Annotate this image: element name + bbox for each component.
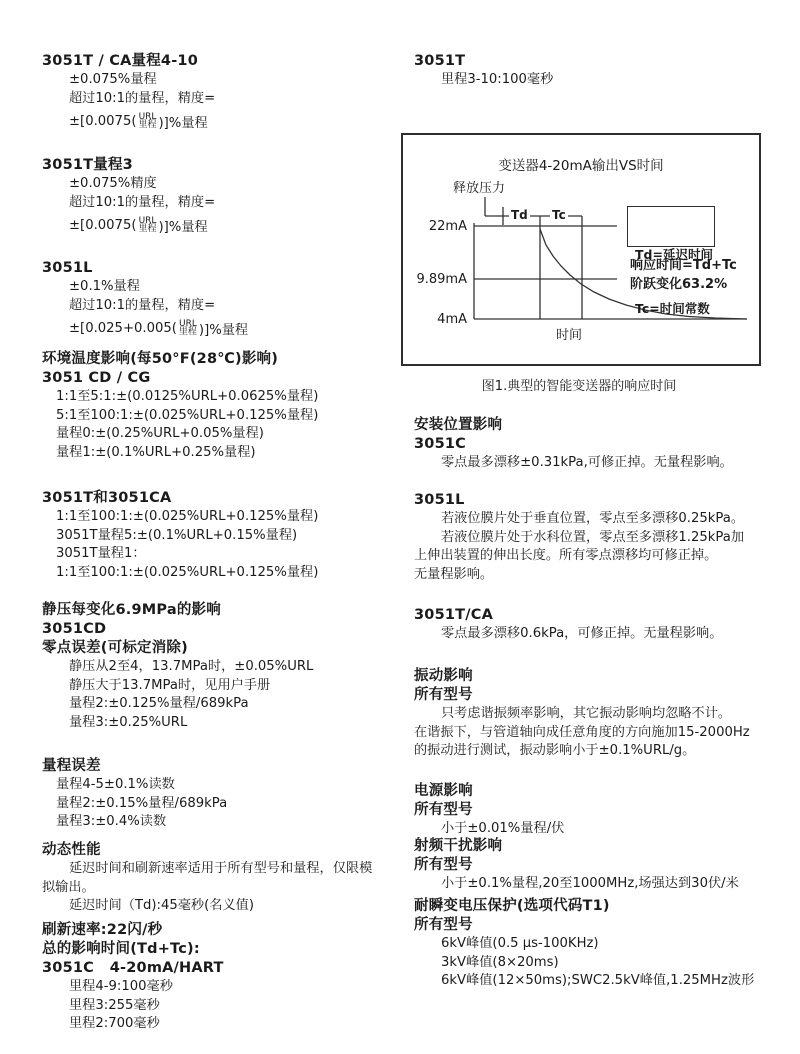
spec-line: 的振动进行测试，振动影响小于±0.1%URL/g。: [414, 743, 696, 758]
spec-line: 静压大于13.7MPa时，见用户手册: [69, 677, 271, 693]
spec-line: 零点最多漂移0.6kPa，可修正掉。无量程影响。: [441, 626, 723, 641]
fraction-numerator: URL: [178, 318, 197, 329]
spec-line: 1:1至5:1:±(0.0125%URL+0.0625%量程): [56, 389, 319, 404]
legend-line-tc: Tc=时间常数: [635, 301, 710, 316]
section-heading: 零点误差(可标定消除): [42, 640, 188, 656]
section-mounting-3051t-ca: [414, 606, 790, 644]
section-heading: 静压每变化6.9MPa的影响: [42, 602, 221, 618]
section-heading: 3051CD: [42, 621, 107, 637]
spec-line: ±0.075%精度: [69, 176, 157, 191]
spec-line: 无量程影响。: [414, 566, 494, 582]
spec-line: 超过10:1的量程，精度=: [69, 297, 216, 313]
spec-line: 里程3:255毫秒: [69, 997, 160, 1013]
section-mounting-3051l: [414, 491, 790, 584]
legend-line-td: Td=延迟时间: [635, 247, 713, 262]
fraction-denominator: 里程: [138, 224, 157, 234]
section-accuracy-3051t-range3: [42, 156, 418, 238]
section-heading: 环境温度影响(每50°F(28℃)影响): [42, 351, 279, 367]
spec-line: 量程2:±0.125%量程/689kPa: [69, 696, 249, 711]
section-ambient-temp-effect: [42, 350, 418, 462]
url-span-fraction: [179, 320, 197, 337]
section-heading: 振动影响: [414, 668, 473, 684]
section-span-error: [42, 757, 418, 832]
formula-suffix: )]%量程: [158, 219, 208, 235]
fraction-numerator: URL: [138, 215, 157, 226]
section-heading: 3051T和3051CA: [42, 490, 172, 506]
section-heading: 3051T / CA量程4-10: [42, 53, 198, 69]
spec-line: 1:1至100:1:±(0.025%URL+0.125%量程): [56, 564, 319, 580]
section-vibration-effect: [414, 667, 790, 761]
section-heading: 量程误差: [42, 758, 101, 774]
accuracy-formula: [42, 212, 418, 238]
spec-line: 若液位膜片处于垂直位置，零点至多漂移0.25kPa。: [441, 511, 745, 526]
spec-line: 量程3:±0.4%读数: [56, 814, 167, 829]
spec-line: 只考虑谐振频率影响，其它振动影响均忽略不计。: [441, 706, 732, 721]
spec-line: 延迟时间（Td):45毫秒(名义值): [69, 898, 254, 913]
fraction-denominator: 里程: [138, 120, 157, 130]
tc-label: Tc: [552, 208, 566, 222]
section-accuracy-3051t-ca-4-10: [42, 52, 418, 134]
spec-line: 小于±0.1%量程,20至1000MHz,场强达到30伏/米: [441, 876, 739, 891]
spec-line: 量程2:±0.15%量程/689kPa: [56, 795, 228, 811]
spec-line: 3051T量程5:±(0.1%URL+0.15%量程): [56, 527, 298, 543]
section-heading: 总的影响时间(Td+Tc):: [42, 941, 200, 957]
formula-suffix: )]%量程: [158, 115, 208, 131]
section-heading: 3051L: [42, 260, 93, 276]
fraction-denominator: 里程: [178, 327, 197, 337]
figure-title: 变送器4-20mA输出VS时间: [498, 158, 664, 174]
spec-line: 若液位膜片处于水科位置，零点至多漂移1.25kPa加: [441, 529, 745, 545]
spec-line: 静压从2至4，13.7MPa时，±0.05%URL: [69, 659, 314, 674]
figure-box: [401, 133, 761, 366]
url-span-fraction: [138, 217, 156, 234]
spec-line: 1:1至100:1:±(0.025%URL+0.125%量程): [56, 509, 319, 524]
spec-line: ±0.1%量程: [69, 279, 140, 294]
accuracy-formula: [42, 108, 418, 134]
section-heading: 所有型号: [414, 687, 473, 703]
section-heading: 3051C: [414, 436, 466, 452]
section-heading: 3051T量程3: [42, 157, 133, 173]
spec-line: 3kV峰值(8×20ms): [441, 954, 559, 970]
spec-line: 小于±0.01%量程/伏: [441, 821, 565, 836]
section-rfi-effect: [414, 837, 790, 894]
accuracy-formula: [42, 315, 418, 341]
formula-prefix: ±[0.025+0.005(: [69, 320, 177, 336]
section-heading: 所有型号: [414, 917, 473, 933]
section-heading: 3051T/CA: [414, 607, 494, 623]
section-heading: 3051 CD / CG: [42, 370, 151, 386]
section-static-pressure-effect: [42, 601, 418, 732]
section-3051t-stroke-time: [414, 52, 790, 90]
section-refresh-rate: [42, 921, 418, 1034]
spec-line: 3051T量程1：: [56, 546, 146, 561]
section-heading: 电源影响: [414, 783, 473, 799]
section-dynamic-performance: [42, 841, 418, 916]
fraction-numerator: URL: [138, 111, 157, 122]
section-power-supply-effect: [414, 782, 790, 839]
section-heading: 刷新速率:22闪/秒: [42, 922, 163, 938]
spec-line: 里程3-10:100毫秒: [441, 72, 554, 87]
y-tick-9-89ma: 9.89mA: [416, 272, 467, 287]
section-heading: 3051C 4-20mA/HART: [42, 960, 224, 976]
td-label: Td: [511, 208, 528, 222]
section-heading: 安装位置影响: [414, 417, 503, 433]
section-mounting-position-effect: [414, 416, 790, 473]
section-transient-protection: [414, 897, 790, 991]
url-span-fraction: [138, 113, 156, 130]
spec-line: 零点最多漂移±0.31kPa,可修正掉。无量程影响。: [441, 455, 733, 470]
section-heading: 所有型号: [414, 802, 473, 818]
spec-line: 量程0:±(0.25%URL+0.05%量程): [56, 426, 264, 441]
spec-line: 拟输出。: [42, 879, 95, 895]
release-pressure-label: 释放压力: [453, 181, 506, 196]
section-heading: 3051T: [414, 53, 466, 69]
spec-line: 量程4-5±0.1%读数: [56, 777, 175, 792]
section-heading: 3051L: [414, 492, 465, 508]
section-3051t-and-3051ca: [42, 489, 418, 582]
spec-line: 量程1:±(0.1%URL+0.25%量程): [56, 444, 256, 460]
spec-line: 5:1至100:1:±(0.025%URL+0.125%量程): [56, 407, 319, 423]
spec-line: 里程4-9:100毫秒: [69, 979, 173, 994]
spec-line: 延迟时间和刷新速率适用于所有型号和量程，仅限模: [69, 861, 373, 876]
spec-line: ±0.075%量程: [69, 72, 157, 87]
spec-line: 量程3:±0.25%URL: [69, 714, 188, 730]
spec-line: 上伸出装置的伸出长度。所有零点漂移均可修正掉。: [414, 548, 718, 563]
x-axis-label: 时间: [555, 328, 582, 343]
y-tick-4ma: 4mA: [437, 312, 467, 327]
spec-line: 超过10:1的量程，精度=: [69, 194, 216, 210]
spec-line: 里程2:700毫秒: [69, 1016, 160, 1031]
section-heading: 动态性能: [42, 842, 101, 858]
response-time-note: 响应时间=Td+Tc: [630, 258, 737, 273]
section-accuracy-3051l: [42, 259, 418, 341]
spec-line: 6kV峰值(12×50ms);SWC2.5kV峰值,1.25MHz波形: [441, 973, 755, 988]
formula-prefix: ±[0.0075(: [69, 113, 137, 129]
step-change-note: 阶跃变化63.2%: [630, 277, 728, 292]
y-tick-22ma: 22mA: [428, 219, 467, 234]
formula-prefix: ±[0.0075(: [69, 217, 137, 233]
spec-line: 超过10:1的量程，精度=: [69, 90, 216, 106]
section-heading: 射频干扰影响: [414, 838, 503, 854]
figure-caption: 图1.典型的智能变送器的响应时间: [481, 379, 677, 394]
spec-line: 在谐振下，与管道轴向成任意角度的方向施加15-2000Hz: [414, 724, 750, 740]
spec-line: 6kV峰值(0.5 μs-100KHz): [441, 936, 599, 951]
section-heading: 所有型号: [414, 857, 473, 873]
formula-suffix: )]%量程: [198, 322, 249, 338]
section-heading: 耐瞬变电压保护(选项代码T1): [414, 898, 610, 914]
